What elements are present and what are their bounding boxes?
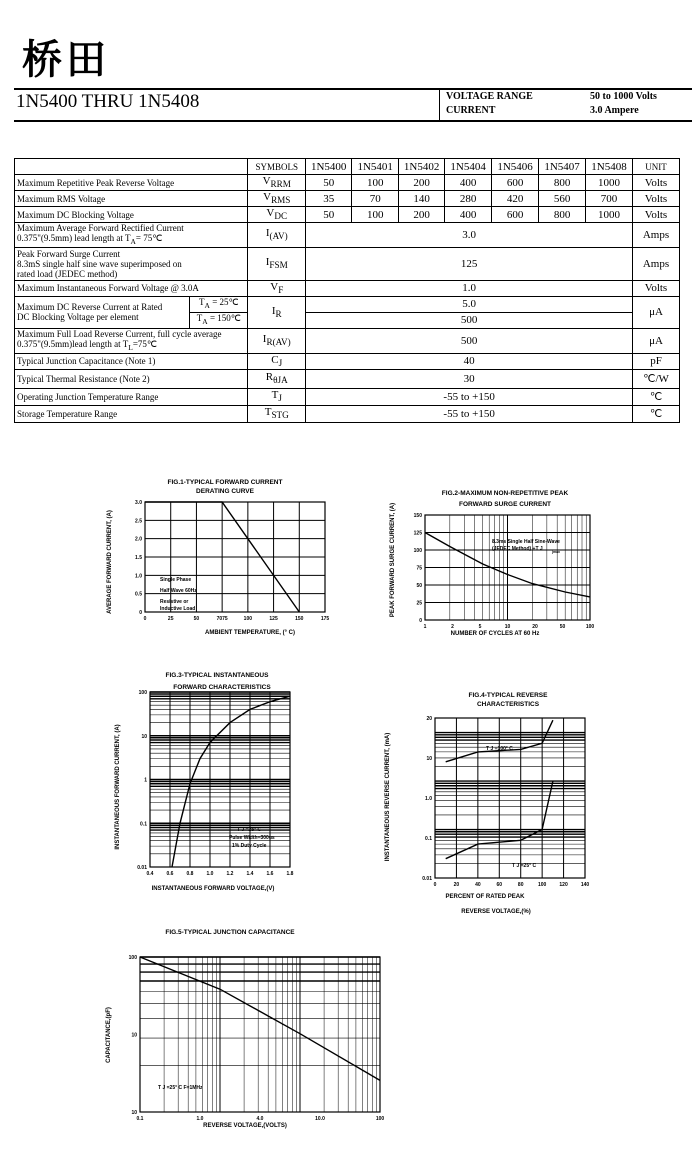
table-row [15, 328, 680, 353]
table-row [15, 223, 680, 248]
x-tick-label: 4.0 [256, 1116, 264, 1122]
y-tick-label: 0.5 [135, 591, 142, 598]
y-tick-label: 0.1 [140, 821, 147, 828]
fig4-series-label: T J =100° C [486, 746, 513, 752]
row-symbol: $I_R$ [248, 296, 306, 328]
y-tick-label: 20 [426, 716, 432, 722]
fig1-note: Inductive Load [160, 606, 196, 612]
x-tick-label: 120 [559, 882, 568, 888]
x-tick-label: 0 [143, 616, 147, 622]
fig2-note: 8.3ms Single Half Sine-Wave [492, 539, 560, 545]
cell-value: 700 [586, 191, 633, 207]
x-tick-label: 60 [496, 882, 503, 888]
table-row [15, 247, 680, 280]
x-tick-label: 0.8 [186, 871, 194, 877]
x-tick-label: 50 [559, 624, 566, 630]
x-tick-label: 20 [532, 624, 538, 630]
fig4-reverse-chart [375, 685, 610, 920]
cell-value: 400 [445, 175, 492, 191]
x-tick-label: 175 [320, 616, 330, 622]
y-tick-label: 50 [416, 583, 422, 589]
y-tick-label: 2.0 [135, 536, 142, 543]
brand-logo: 桥田 [22, 37, 110, 83]
table-row [15, 388, 680, 405]
cell-value: -55 to +150 [306, 405, 633, 422]
fig3-note: Pulse Width=300us [229, 835, 275, 841]
cell-value: 560 [539, 191, 586, 207]
y-tick-label: 3.0 [135, 500, 142, 506]
fig1-ylabel: AVERAGE FORWARD CURRENT, (A) [107, 510, 113, 614]
fig3-note: T J =25° C [237, 827, 262, 833]
cell-value: 500 [306, 328, 633, 353]
row-desc: Maximum Repetitive Peak Reverse Voltage [15, 175, 248, 191]
y-tick-label: 1.5 [135, 555, 142, 561]
x-tick-label: 1 [423, 624, 427, 630]
cell-value: 140 [399, 191, 445, 207]
row-unit: Volts [633, 207, 680, 223]
x-tick-label: 2 [451, 624, 454, 630]
y-tick-label: 0.01 [137, 865, 147, 871]
current-label: CURRENT [446, 105, 496, 116]
cell-value: 200 [399, 175, 445, 191]
x-tick-label: 1.0 [206, 871, 214, 877]
cell-value: 600 [492, 207, 539, 223]
y-tick-label: 100 [128, 955, 137, 961]
x-tick-label: 100 [243, 616, 253, 622]
x-tick-label: 80 [517, 882, 524, 888]
part-header: 1N5404 [445, 159, 492, 175]
row-unit: μA [633, 296, 680, 328]
x-tick-label: 1.2 [226, 871, 234, 877]
row-desc: Maximum RMS Voltage [15, 191, 248, 207]
x-tick-label: 0.6 [166, 871, 174, 877]
row-unit: pF [633, 353, 680, 369]
unit-header: UNIT [633, 159, 680, 175]
x-tick-label: 20 [453, 882, 460, 888]
cell-value: 1.0 [306, 280, 633, 296]
row-unit: ℃ [633, 405, 680, 422]
header-divider [439, 88, 440, 121]
cell-value: 400 [445, 207, 492, 223]
x-tick-label: 140 [580, 882, 590, 888]
part-range-title: 1N5400 THRU 1N5408 [16, 91, 200, 112]
y-tick-label: 10 [131, 1032, 137, 1039]
cell-value: 50 [306, 175, 352, 191]
y-tick-label: 10 [141, 733, 147, 740]
voltage-range-label: VOLTAGE RANGE [446, 91, 533, 102]
x-tick-label: 1.4 [246, 871, 254, 877]
table-header-row [15, 159, 680, 175]
row-desc: Typical Junction Capacitance (Note 1) [15, 353, 248, 369]
ratings-table [14, 158, 680, 423]
row-symbol: $V_F$ [248, 280, 306, 296]
part-header: 1N5408 [586, 159, 633, 175]
cell-value: 500 [306, 312, 633, 328]
x-tick-label: 100 [375, 1116, 385, 1122]
y-tick-label: 150 [413, 513, 422, 519]
x-tick-label: 5 [478, 624, 482, 630]
fig3-ylabel: INSTANTANEOUS FORWARD CURRENT, (A) [115, 724, 121, 850]
row-desc: Maximum Full Load Reverse Current, full cycle average 0.375"(9.5mm)lead length at $T_L=75℃$ [15, 328, 248, 353]
x-tick-label: 150 [295, 616, 304, 622]
header-rule-top [14, 88, 692, 90]
y-tick-label: 100 [138, 690, 147, 696]
cell-value: 5.0 [306, 296, 633, 312]
row-symbol: $I_{R(AV)}$ [248, 328, 306, 353]
y-tick-label: 0.1 [425, 836, 432, 842]
part-header: 1N5402 [399, 159, 445, 175]
fig4-xlabel-line1: PERCENT OF RATED PEAK [445, 894, 525, 900]
row-symbol: $R_{\theta JA}$ [248, 369, 306, 388]
fig5-xlabel: REVERSE VOLTAGE,(VOLTS) [203, 1123, 287, 1129]
row-desc: Maximum Instantaneous Forward Voltage @ 3.0A [15, 280, 248, 296]
x-tick-label: 0.1 [136, 1116, 144, 1122]
fig2-plot-area [414, 513, 595, 630]
fig2-ylabel: PEAK FORWARD SURGE CURRENT, (A) [390, 502, 396, 618]
fig3-plot-area [137, 690, 293, 877]
fig3-note: 1% Duty Cycle [232, 843, 267, 849]
cell-value: 100 [352, 175, 399, 191]
fig1-derating-chart [95, 472, 330, 642]
fig1-note: Half Wave 60Hz [160, 588, 197, 594]
row-symbol: $I_{(AV)}$ [248, 223, 306, 248]
y-tick-label: 0 [139, 610, 142, 616]
cell-value: 3.0 [306, 223, 633, 248]
x-tick-label: 100 [585, 624, 595, 630]
cell-value: 30 [306, 369, 633, 388]
fig1-title-line1: FIG.1-TYPICAL FORWARD CURRENT [167, 479, 283, 486]
row-unit: Volts [633, 175, 680, 191]
y-tick-label: 10 [131, 1110, 137, 1116]
row-symbol: $T_{STG}$ [248, 405, 306, 422]
part-header: 1N5407 [539, 159, 586, 175]
fig4-title-line2: CHARACTERISTICS [476, 701, 540, 708]
table-row [15, 280, 680, 296]
cell-value: 420 [492, 191, 539, 207]
y-tick-label: 0.01 [422, 876, 432, 882]
fig3-title-line1: FIG.3-TYPICAL INSTANTANEOUS [165, 672, 269, 679]
fig4-ylabel: INSTANTANEOUS REVERSE CURRENT, (mA) [385, 732, 391, 862]
cell-value: 100 [352, 207, 399, 223]
row-symbol: $C_J$ [248, 353, 306, 369]
x-tick-label: 125 [269, 616, 278, 622]
part-header: 1N5406 [492, 159, 539, 175]
row-desc: Maximum Average Forward Rectified Current 0.375"(9.5mm) lead length at $T_A=$ 75℃ [15, 223, 248, 248]
current-value: 3.0 Ampere [590, 105, 639, 116]
row-unit: μA [633, 328, 680, 353]
y-tick-label: 25 [416, 600, 422, 607]
fig3-forward-chart [105, 667, 305, 897]
y-tick-label: 1 [144, 777, 147, 784]
fig4-xlabel-line2: REVERSE VOLTAGE,(%) [461, 909, 531, 915]
cell-value: 1000 [586, 175, 633, 191]
x-tick-label: 10.0 [315, 1116, 325, 1122]
row-unit: Volts [633, 280, 680, 296]
row-unit: ℃/W [633, 369, 680, 388]
cell-value: 125 [306, 247, 633, 280]
row-desc: Typical Thermal Resistance (Note 2) [15, 369, 248, 388]
fig3-xlabel: INSTANTANEOUS FORWARD VOLTAGE,(V) [151, 886, 275, 892]
x-tick-label: 1.6 [266, 871, 274, 877]
fig2-title-line2: FORWARD SURGE CURRENT [459, 501, 551, 508]
x-tick-label: 25 [167, 616, 174, 622]
fig1-note: Single Phase [160, 577, 192, 583]
fig1-note: Resistive or [160, 599, 189, 605]
symbols-header: SYMBOLS [248, 159, 306, 175]
x-tick-label: 40 [475, 882, 481, 888]
table-row [15, 296, 680, 312]
row-unit: ℃ [633, 388, 680, 405]
cell-value: 35 [306, 191, 352, 207]
fig2-surge-chart [380, 485, 610, 640]
row-unit: Volts [633, 191, 680, 207]
fig4-series-label: T J =25° C [512, 863, 537, 869]
fig4-title-line1: FIG.4-TYPICAL REVERSE [468, 692, 548, 699]
part-header: 1N5400 [306, 159, 352, 175]
row-symbol: $V_{RMS}$ [248, 191, 306, 207]
x-tick-label: 1.0 [196, 1116, 204, 1122]
row-symbol: $V_{DC}$ [248, 207, 306, 223]
x-tick-label: 10 [504, 624, 511, 630]
fig5-title: FIG.5-TYPICAL JUNCTION CAPACITANCE [165, 929, 295, 936]
fig3-title-line2: FORWARD CHARACTERISTICS [173, 684, 271, 691]
row-symbol: $V_{RRM}$ [248, 175, 306, 191]
y-tick-label: 1.0 [135, 573, 142, 580]
x-tick-label: 1.8 [286, 871, 294, 877]
row-desc: Maximum DC Reverse Current at Rated DC Blocking Voltage per element [15, 296, 190, 328]
fig5-capacitance-chart [100, 925, 390, 1135]
part-header: 1N5401 [352, 159, 399, 175]
row-desc: Operating Junction Temperature Range [15, 388, 248, 405]
fig5-plot-area [129, 955, 385, 1122]
table-row [15, 369, 680, 388]
row-unit: Amps [633, 247, 680, 280]
x-tick-label: 50 [193, 616, 200, 622]
fig1-title-line2: DERATING CURVE [196, 488, 254, 495]
row-desc: Peak Forward Surge Current 8.3mS single half sine wave superimposed on rated load (JEDEC method) [15, 247, 248, 280]
voltage-range-value: 50 to 1000 Volts [590, 91, 657, 102]
table-row [15, 353, 680, 369]
fig1-xlabel: AMBIENT TEMPERATURE, (° C) [205, 630, 295, 636]
fig2-xlabel: NUMBER OF CYCLES AT 60 Hz [450, 631, 540, 637]
fig4-plot-area [422, 716, 589, 888]
cell-value: 600 [492, 175, 539, 191]
condition-ta150: $T_A$ = 150℃ [190, 312, 248, 328]
y-tick-label: 75 [416, 565, 422, 572]
table-row [15, 405, 680, 422]
x-tick-label: 7075 [216, 616, 228, 622]
row-desc: Storage Temperature Range [15, 405, 248, 422]
table-row [15, 207, 680, 223]
cell-value: 1000 [586, 207, 633, 223]
row-unit: Amps [633, 223, 680, 248]
y-tick-label: 10 [426, 756, 432, 762]
cell-value: 40 [306, 353, 633, 369]
fig2-note-sub: jmax [552, 550, 560, 554]
y-tick-label: 100 [413, 548, 422, 554]
cell-value: 70 [352, 191, 399, 207]
y-tick-label: 1.0 [425, 796, 432, 802]
cell-value: -55 to +150 [306, 388, 633, 405]
x-tick-label: 0 [433, 882, 437, 888]
x-tick-label: 0.4 [146, 871, 154, 877]
fig2-note: (JEDEC Method) +T J [492, 546, 543, 552]
fig5-ylabel: CAPACITANCE,(pF) [106, 1007, 112, 1063]
x-tick-label: 100 [537, 882, 547, 888]
row-symbol: $I_{FSM}$ [248, 247, 306, 280]
y-tick-label: 125 [413, 530, 422, 537]
fig5-note: T J =25° C F=1MHz [158, 1085, 203, 1091]
row-desc: Maximum DC Blocking Voltage [15, 207, 248, 223]
cell-value: 280 [445, 191, 492, 207]
table-row [15, 175, 680, 191]
y-tick-label: 0 [419, 618, 422, 624]
y-tick-label: 2.5 [135, 518, 142, 525]
row-symbol: $T_J$ [248, 388, 306, 405]
fig2-title-line1: FIG.2-MAXIMUM NON-REPETITIVE PEAK [441, 490, 569, 497]
condition-ta25: $T_A$ = 25℃ [190, 296, 248, 312]
table-row [15, 191, 680, 207]
cell-value: 200 [399, 207, 445, 223]
cell-value: 50 [306, 207, 352, 223]
cell-value: 800 [539, 175, 586, 191]
cell-value: 800 [539, 207, 586, 223]
header-rule-bottom [14, 120, 692, 122]
